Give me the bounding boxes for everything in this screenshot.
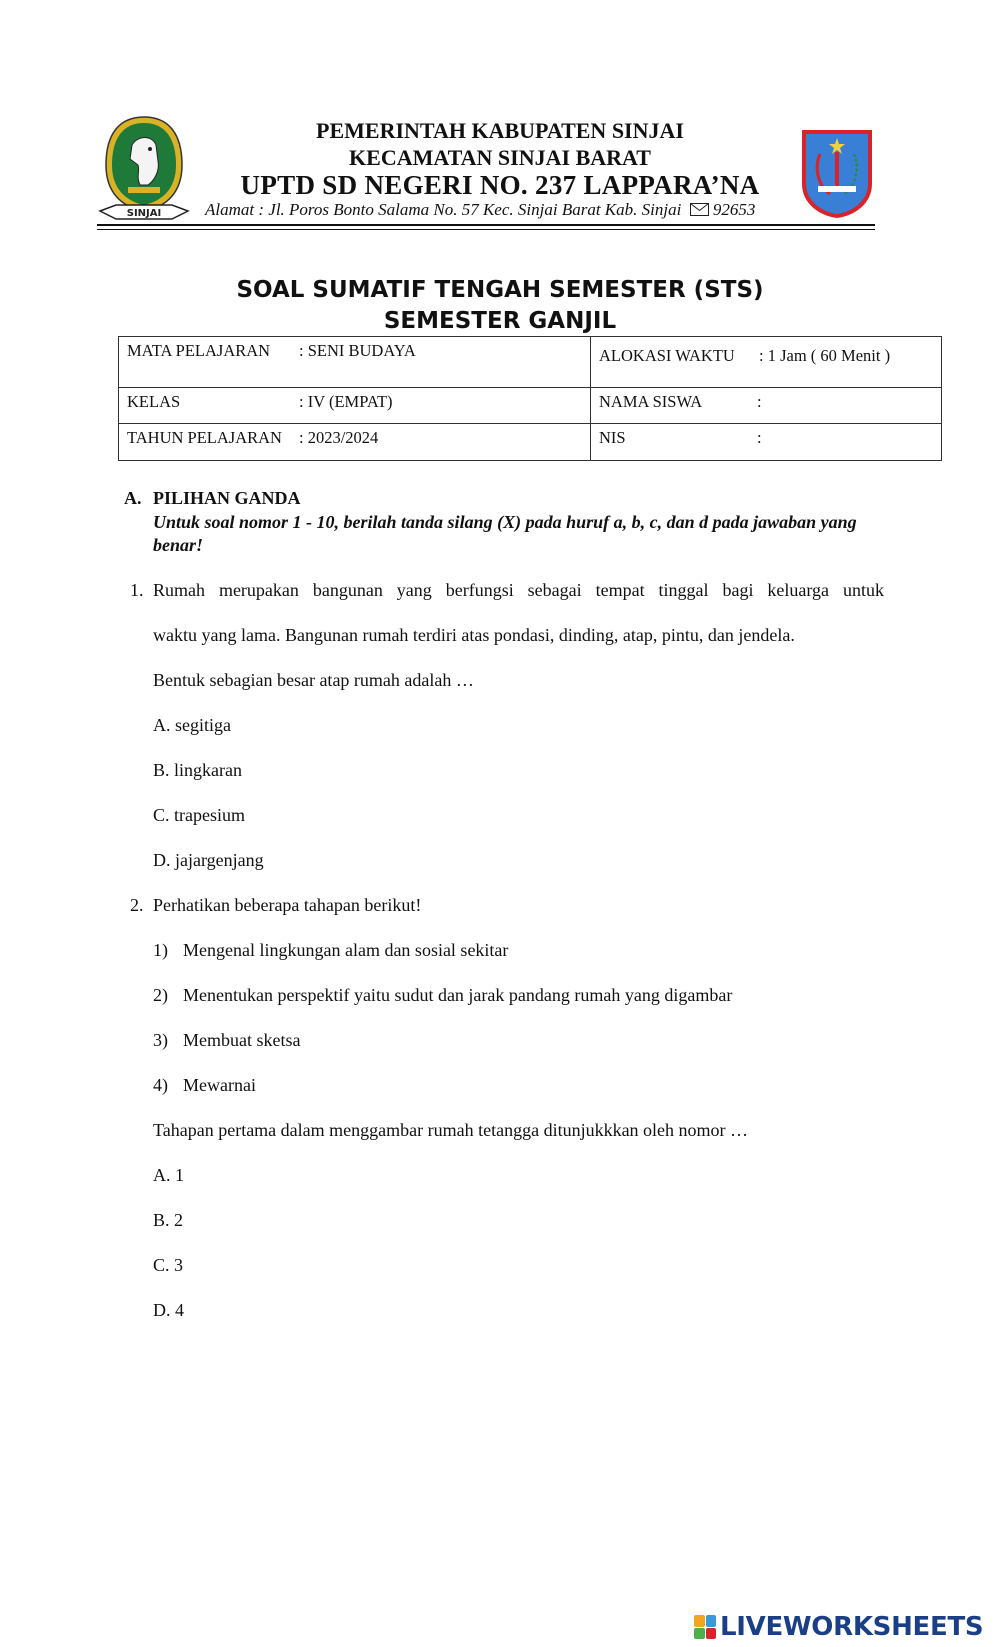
question-1-option-b[interactable]: B. lingkaran (153, 760, 242, 780)
step-number: 1) (153, 940, 168, 960)
student-name-value: : (757, 392, 762, 411)
question-2-option-b[interactable]: B. 2 (153, 1210, 184, 1230)
question-2-option-a[interactable]: A. 1 (153, 1165, 184, 1185)
question-1-number: 1. (130, 580, 144, 600)
question-1-line-1: Rumah merupakan bangunan yang berfungsi sebagai tempat tinggal bagi keluarga untuk (153, 580, 884, 600)
liveworksheets-brand (694, 1612, 983, 1642)
table-row (119, 337, 942, 388)
question-2-option-c[interactable]: C. 3 (153, 1255, 184, 1275)
class-cell (119, 388, 591, 424)
section-number: A. (124, 488, 142, 508)
postal-code: 92653 (712, 200, 756, 219)
header-divider-thick (97, 224, 875, 226)
class-label: KELAS (127, 392, 181, 411)
student-name-label: NAMA SISWA (599, 392, 703, 411)
year-cell (119, 424, 591, 461)
header-school-name: UPTD SD NEGERI NO. 237 LAPPARA’NA (240, 170, 760, 200)
class-value: : IV (EMPAT) (299, 392, 393, 411)
nis-value: : (757, 428, 762, 447)
subject-value: : SENI BUDAYA (299, 341, 416, 360)
step-number: 4) (153, 1075, 168, 1095)
question-1-option-c[interactable]: C. trapesium (153, 805, 245, 825)
time-cell (591, 337, 942, 388)
question-1-option-a[interactable]: A. segitiga (153, 715, 231, 735)
nis-label: NIS (599, 428, 626, 447)
question-2-question: Tahapan pertama dalam menggambar rumah tetangga ditunjukkkan oleh nomor … (153, 1120, 749, 1140)
step-text: Membuat sketsa (183, 1030, 301, 1050)
header-government: PEMERINTAH KABUPATEN SINJAI (316, 118, 684, 143)
liveworksheets-logo-icon (694, 1615, 716, 1639)
subject-label: MATA PELAJARAN (127, 341, 271, 360)
year-label: TAHUN PELAJARAN (127, 428, 282, 447)
identity-table (118, 336, 942, 461)
student-name-cell[interactable] (591, 388, 942, 424)
exam-title: SOAL SUMATIF TENGAH SEMESTER (STS) (236, 277, 764, 303)
section-title: PILIHAN GANDA (153, 488, 301, 508)
exam-subtitle: SEMESTER GANJIL (383, 308, 617, 334)
subject-cell (119, 337, 591, 388)
question-2-option-d[interactable]: D. 4 (153, 1300, 184, 1320)
step-number: 2) (153, 985, 168, 1005)
question-1-line-3: Bentuk sebagian besar atap rumah adalah … (153, 670, 474, 690)
time-label: ALOKASI WAKTU (599, 346, 735, 365)
year-value: : 2023/2024 (299, 428, 379, 447)
question-2-prompt: Perhatikan beberapa tahapan berikut! (153, 895, 422, 915)
address-text: Alamat : Jl. Poros Bonto Salama No. 57 Kec. Sinjai Barat Kab. Sinjai (205, 200, 682, 219)
question-1-line-2: waktu yang lama. Bangunan rumah terdiri atas pondasi, dinding, atap, pintu, dan jendela. (153, 625, 795, 645)
brand-name: LIVEWORKSHEETS (720, 1612, 984, 1642)
question-2-number: 2. (130, 895, 144, 915)
envelope-icon (690, 203, 709, 216)
nis-cell[interactable] (591, 424, 942, 461)
header-address (205, 200, 825, 220)
header-divider-thin (97, 229, 875, 230)
table-row (119, 388, 942, 424)
step-text: Mengenal lingkungan alam dan sosial sekitar (183, 940, 509, 960)
logo-left-label: SINJAI (126, 208, 162, 219)
table-row (119, 424, 942, 461)
section-instruction: Untuk soal nomor 1 - 10, berilah tanda silang (X) pada huruf a, b, c, dan d pada jawaban yang benar! (153, 512, 857, 555)
header-district: KECAMATAN SINJAI BARAT (349, 145, 651, 170)
step-text: Mewarnai (183, 1075, 256, 1095)
time-value: : 1 Jam ( 60 Menit ) (759, 346, 891, 365)
step-number: 3) (153, 1030, 168, 1050)
step-text: Menentukan perspektif yaitu sudut dan jarak pandang rumah yang digambar (183, 985, 733, 1005)
question-1-option-d[interactable]: D. jajargenjang (153, 850, 264, 870)
